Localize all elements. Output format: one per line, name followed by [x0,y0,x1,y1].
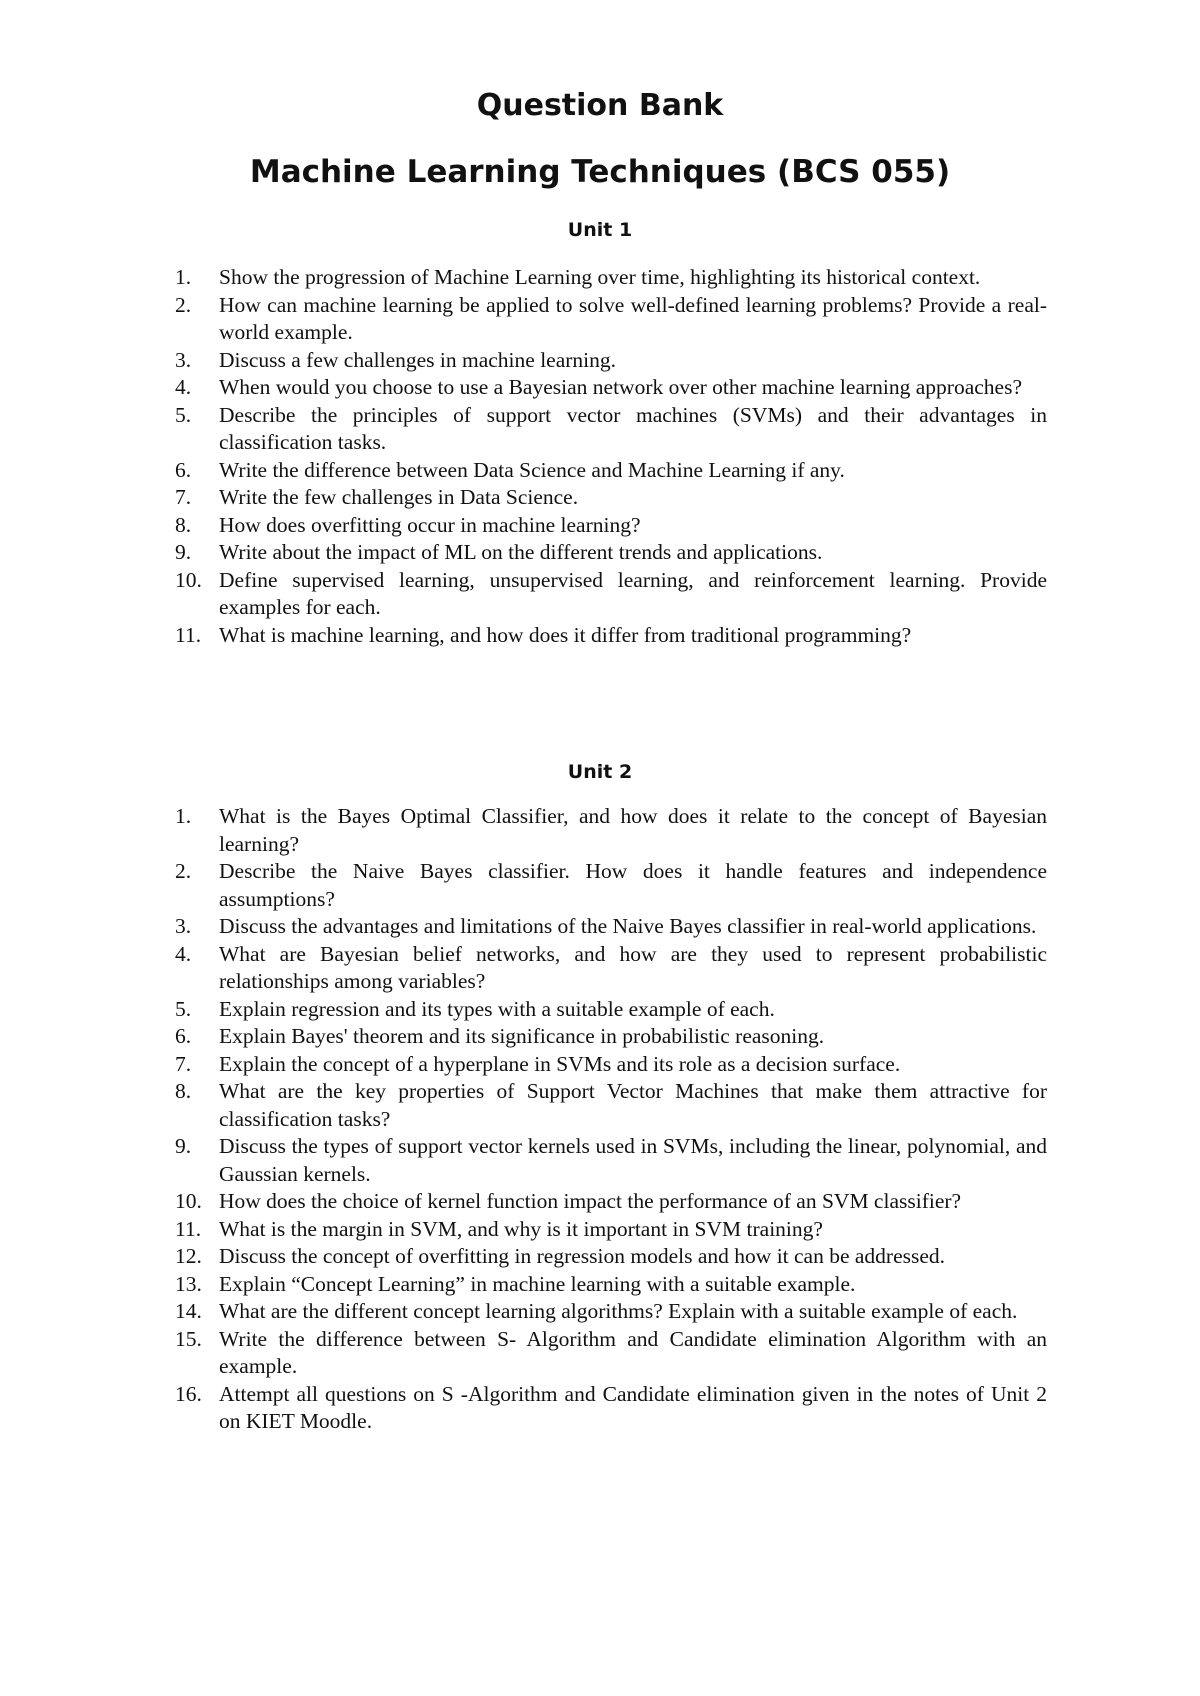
question-item [175,1051,1047,1079]
question-number: 4. [175,375,192,399]
question-number: 3. [175,347,192,372]
question-item [175,374,1047,402]
question-item [175,347,1047,375]
question-number: 12. [175,1244,202,1268]
question-number: 11. [175,622,202,647]
question-number: 10. [175,567,202,592]
question-text: Write the difference between Data Science and Machine Learning if any. [219,457,845,482]
question-item [175,1298,1047,1326]
document-title: Question Bank [476,88,724,123]
question-number: 7. [175,1051,192,1076]
question-text: Describe the Naive Bayes classifier. How does it handle features and independence assumptions? [219,859,1047,911]
question-number: 2. [175,859,192,883]
question-text: Write about the impact of ML on the different trends and applications. [219,540,823,564]
question-text: What is the margin in SVM, and why is it important in SVM training? [219,1216,823,1241]
unit-heading: Unit 1 [567,219,633,241]
question-item [175,1078,1047,1133]
question-item [175,1381,1047,1436]
question-text: How can machine learning be applied to solve well-defined learning problems? Provide a real-world example. [219,292,1047,344]
question-item [175,996,1047,1024]
question-text: Explain “Concept Learning” in machine learning with a suitable example. [219,1271,856,1296]
question-item [175,803,1047,858]
question-text: How does the choice of kernel function impact the performance of an SVM classifier? [219,1189,962,1213]
question-item [175,264,1047,292]
question-number: 1. [175,265,192,289]
question-text: Discuss the concept of overfitting in regression models and how it can be addressed. [219,1244,946,1268]
unit-heading: Unit 2 [567,761,633,783]
question-item [175,1271,1047,1299]
question-text: Explain Bayes' theorem and its significance in probabilistic reasoning. [219,1024,825,1048]
question-number: 14. [175,1299,202,1323]
question-text: What is machine learning, and how does it differ from traditional programming? [219,622,912,647]
question-item [175,622,1047,650]
question-item [175,1023,1047,1051]
question-text: Discuss the types of support vector kernels used in SVMs, including the linear, polynomial, and Gaussian kernels. [219,1134,1047,1186]
question-item [175,1326,1047,1381]
question-item [175,1243,1047,1271]
question-item [175,402,1047,457]
question-text: Attempt all questions on S -Algorithm and Candidate elimination given in the notes of Unit 2 on KIET Moodle. [219,1381,1047,1433]
question-number: 15. [175,1326,202,1351]
question-item [175,292,1047,347]
question-text: When would you choose to use a Bayesian network over other machine learning approaches? [219,375,1022,399]
question-text: Write the few challenges in Data Science. [219,485,579,509]
question-item [175,941,1047,996]
question-number: 4. [175,941,192,966]
question-number: 8. [175,1079,192,1103]
question-number: 2. [175,292,192,317]
question-text: Show the progression of Machine Learning over time, highlighting its historical context. [219,265,981,289]
question-number: 1. [175,804,192,828]
question-item [175,539,1047,567]
question-number: 9. [175,540,192,564]
unit-2-question-list [175,803,1047,1436]
question-item [175,567,1047,622]
question-text: Define supervised learning, unsupervised learning, and reinforcement learning. Provide examples for each. [219,567,1047,619]
question-number: 11. [175,1216,202,1241]
question-number: 5. [175,402,192,427]
question-number: 9. [175,1134,192,1158]
question-text: What is the Bayes Optimal Classifier, and how does it relate to the concept of Bayesian learning? [219,804,1047,856]
question-number: 8. [175,512,192,537]
question-item [175,457,1047,485]
question-text: What are the different concept learning algorithms? Explain with a suitable example of each. [219,1299,1018,1323]
question-text: What are Bayesian belief networks, and how are they used to represent probabilistic relationships among variables? [219,941,1047,993]
question-text: Discuss the advantages and limitations of the Naive Bayes classifier in real-world applications. [219,914,1037,938]
question-number: 6. [175,1024,192,1048]
question-number: 10. [175,1189,202,1213]
question-text: Explain the concept of a hyperplane in SVMs and its role as a decision surface. [219,1051,901,1076]
question-item [175,1216,1047,1244]
question-number: 16. [175,1381,202,1406]
course-title: Machine Learning Techniques (BCS 055) [249,154,951,190]
question-text: Explain regression and its types with a suitable example of each. [219,996,775,1021]
question-text: How does overfitting occur in machine learning? [219,512,641,537]
question-number: 7. [175,485,192,509]
question-item [175,512,1047,540]
unit-1-question-list [175,264,1047,649]
question-number: 13. [175,1271,202,1296]
question-item [175,1188,1047,1216]
question-text: What are the key properties of Support Vector Machines that make them attractive for classification tasks? [219,1079,1047,1131]
question-text: Discuss a few challenges in machine learning. [219,347,617,372]
question-item [175,484,1047,512]
question-number: 3. [175,914,192,938]
question-item [175,913,1047,941]
question-number: 5. [175,996,192,1021]
question-number: 6. [175,457,192,482]
question-text: Describe the principles of support vector machines (SVMs) and their advantages in classification tasks. [219,402,1047,454]
question-text: Write the difference between S- Algorithm and Candidate elimination Algorithm with an example. [219,1326,1047,1378]
question-item [175,1133,1047,1188]
question-item [175,858,1047,913]
